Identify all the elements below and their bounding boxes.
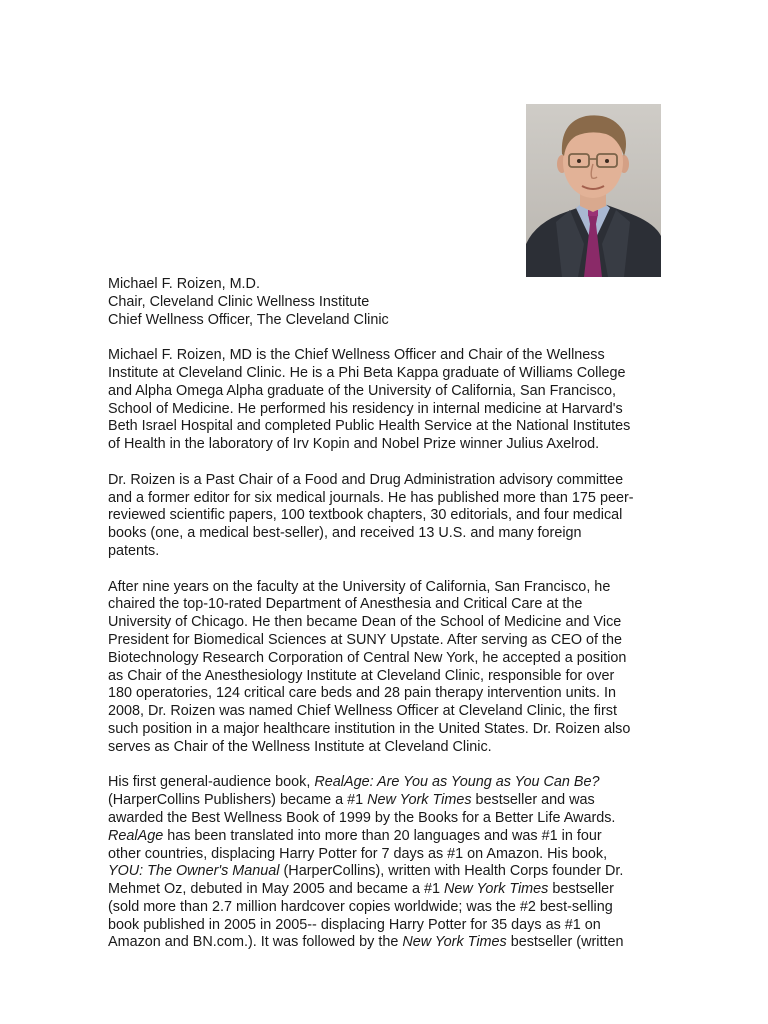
book-title-realage-short: RealAge (108, 827, 164, 844)
text-line: such position in a major healthcare institution in the United States. Dr. Roizen also (108, 720, 631, 737)
text-line: awarded the Best Wellness Book of 1999 by the Books for a Better Life Awards. (108, 809, 616, 826)
text-run: bestseller (548, 881, 614, 898)
text-line: and a former editor for six medical journals. He has published more than 175 peer- (108, 489, 634, 506)
text-line: books (one, a medical best-seller), and received 13 U.S. and many foreign (108, 525, 582, 542)
text-line (108, 881, 668, 899)
text-line: Michael F. Roizen, MD is the Chief Wellness Officer and Chair of the Wellness (108, 347, 605, 364)
text-line: other countries, displacing Harry Potter for 7 days as #1 on Amazon. His book, (108, 845, 608, 862)
author-portrait (526, 104, 661, 277)
text-line: as Chair of the Anesthesiology Institute at Cleveland Clinic, responsible for over (108, 667, 615, 684)
text-line: and Alpha Omega Alpha graduate of the University of California, San Francisco, (108, 382, 616, 399)
publication-nyt: New York Times (402, 934, 507, 951)
text-line: Institute at Cleveland Clinic. He is a Phi Beta Kappa graduate of Williams College (108, 364, 626, 381)
text-run: His first general-audience book, (108, 774, 315, 791)
text-line: 180 operatories, 124 critical care beds and 28 pain therapy intervention units. In (108, 685, 616, 702)
text-line: 2008, Dr. Roizen was named Chief Wellness Officer at Cleveland Clinic, the first (108, 703, 617, 720)
text-line: After nine years on the faculty at the University of California, San Francisco, he (108, 578, 611, 595)
text-run: Amazon and BN.com.). It was followed by the (108, 934, 403, 951)
text-run: bestseller and was (471, 792, 595, 809)
text-line: School of Medicine. He performed his residency in internal medicine at Harvard's (108, 400, 623, 417)
text-line (108, 792, 668, 810)
text-line: University of Chicago. He then became Dean of the School of Medicine and Vice (108, 614, 622, 631)
text-line (108, 934, 668, 952)
author-header (108, 276, 668, 329)
bio-paragraph-3 (108, 579, 668, 757)
person-portrait-icon (526, 104, 661, 277)
text-line: book published in 2005 in 2005-- displacing Harry Potter for 35 days as #1 on (108, 916, 601, 933)
text-run: (HarperCollins Publishers) became a #1 (108, 792, 368, 809)
bio-paragraph-1 (108, 347, 668, 454)
text-line: reviewed scientific papers, 100 textbook chapters, 30 editorials, and four medical (108, 507, 623, 524)
document-body (108, 276, 668, 952)
text-run: (HarperCollins), written with Health Corps founder Dr. (279, 863, 624, 880)
bio-paragraph-4 (108, 774, 668, 952)
publication-nyt: New York Times (367, 792, 472, 809)
author-name: Michael F. Roizen, M.D. (108, 276, 260, 292)
author-title-chair: Chair, Cleveland Clinic Wellness Institute (108, 293, 370, 310)
author-title-cwo: Chief Wellness Officer, The Cleveland Clinic (108, 311, 389, 328)
book-title-you: YOU: The Owner's Manual (108, 863, 280, 880)
text-line: (sold more than 2.7 million hardcover copies worldwide; was the #2 best-selling (108, 898, 613, 915)
text-line: President for Biomedical Sciences at SUNY Upstate. After serving as CEO of the (108, 631, 623, 648)
text-line: Dr. Roizen is a Past Chair of a Food and Drug Administration advisory committee (108, 471, 624, 488)
publication-nyt: New York Times (444, 881, 549, 898)
text-line: of Health in the laboratory of Irv Kopin and Nobel Prize winner Julius Axelrod. (108, 436, 600, 453)
text-line: chaired the top-10-rated Department of Anesthesia and Critical Care at the (108, 596, 583, 613)
text-line: patents. (108, 542, 160, 559)
bio-paragraph-2 (108, 472, 668, 561)
text-line: Biotechnology Research Corporation of Central New York, he accepted a position (108, 649, 627, 666)
text-line: serves as Chair of the Wellness Institute at Cleveland Clinic. (108, 738, 492, 755)
text-line (108, 774, 668, 792)
text-line: Beth Israel Hospital and completed Public Health Service at the National Institutes (108, 418, 631, 435)
book-title-realage: RealAge: Are You as Young as You Can Be? (314, 774, 600, 791)
text-run: has been translated into more than 20 languages and was #1 in four (163, 827, 602, 844)
text-run: bestseller (written (506, 934, 624, 951)
text-line (108, 863, 668, 881)
text-run: Mehmet Oz, debuted in May 2005 and became a #1 (108, 881, 444, 898)
text-line (108, 828, 668, 846)
